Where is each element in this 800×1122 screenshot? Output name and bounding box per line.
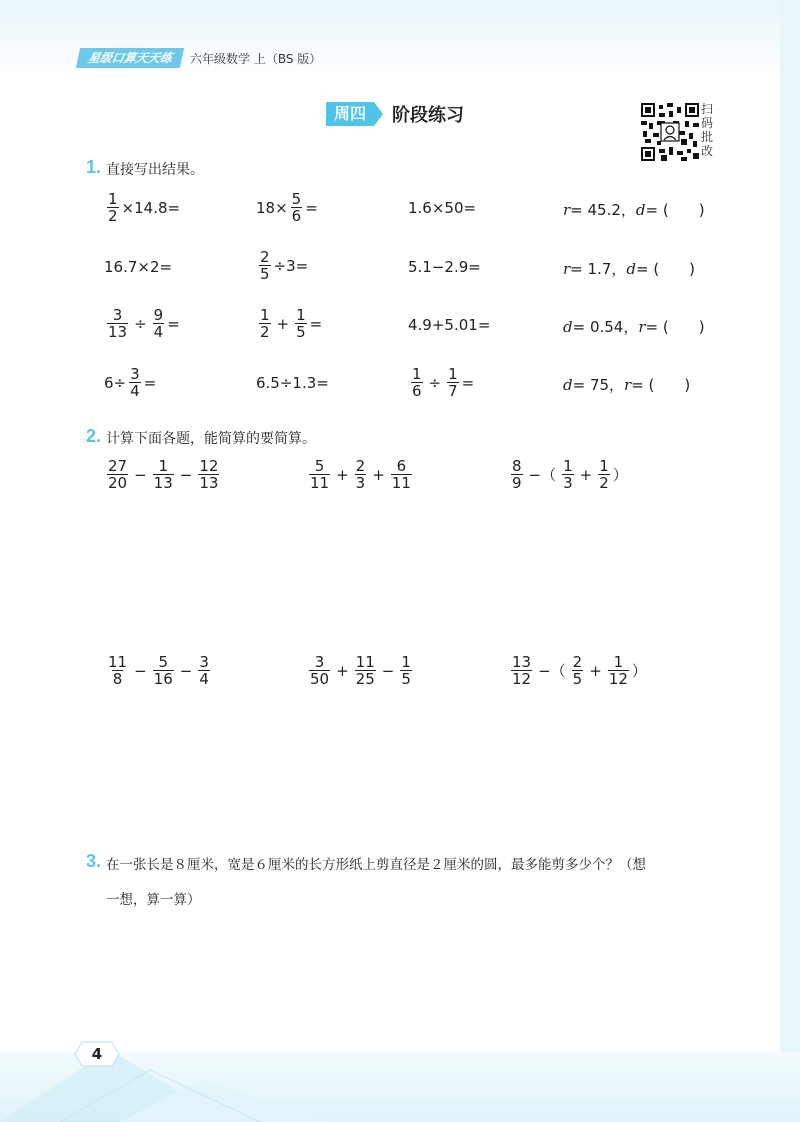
fraction: $\frac{11}{25}$: [355, 653, 375, 688]
q1-item-6: $\frac{2}{5}$ ÷3=: [260, 248, 309, 283]
q2-item-3: $\frac{8}{9}$ −（ $\frac{1}{3}$ + $\frac{1}{2}$ ）: [512, 457, 628, 492]
q1-item-9: $\frac{3}{13}$ ÷ $\frac{9}{4}$ =: [108, 306, 180, 341]
question-3-number: 3.: [86, 851, 102, 871]
fraction: $\frac{2}{5}$: [572, 653, 583, 688]
q2-item-5: $\frac{3}{50}$ + $\frac{11}{25}$ − $\frac{1}{5}$: [310, 653, 411, 688]
q1-item-1: $\frac{1}{2}$ ×14.8=: [108, 190, 181, 225]
fraction: $\frac{1}{6}$: [412, 365, 422, 400]
fraction: $\frac{1}{12}$: [608, 653, 628, 688]
fraction: $\frac{27}{20}$: [108, 457, 128, 492]
q1-item-13: 6÷ $\frac{3}{4}$ =: [104, 365, 157, 400]
section-tag-arrow: [374, 102, 383, 126]
fraction: $\frac{2}{3}$: [355, 457, 366, 492]
fraction: $\frac{8}{9}$: [512, 457, 522, 492]
q1-item-5: 16.7×2=: [104, 258, 173, 276]
right-edge-strip: [780, 0, 800, 1122]
section-day-tag: 周四: [326, 102, 374, 126]
q2-item-6: $\frac{13}{12}$ −（ $\frac{2}{5}$ + $\frac{1}{12}$ ）: [512, 653, 647, 688]
fraction: $\frac{3}{4}$: [130, 365, 140, 400]
fraction: $\frac{1}{2}$: [108, 190, 118, 225]
fraction: $\frac{1}{5}$: [401, 653, 411, 688]
question-2-prompt: 计算下面各题，能简算的要简算。: [106, 431, 316, 447]
q2-item-1: $\frac{27}{20}$ − $\frac{1}{13}$ − $\frac{12}{13}$: [108, 457, 219, 492]
fraction: $\frac{1}{2}$: [260, 306, 270, 341]
fraction: $\frac{9}{4}$: [153, 306, 164, 341]
q1-item-10: $\frac{1}{2}$ + $\frac{1}{5}$ =: [260, 306, 323, 341]
qr-code-icon[interactable]: [641, 103, 699, 161]
q1-item-7: 5.1−2.9=: [408, 258, 481, 276]
q1-item-4: r = 45.2， d = ( ): [563, 200, 705, 219]
book-title: 六年级数学 上（BS 版）: [190, 52, 322, 66]
series-tag: 星级口算天天练: [76, 48, 184, 68]
q1-item-3: 1.6×50=: [408, 199, 477, 217]
footer-decoration: [0, 1040, 800, 1122]
fraction: $\frac{6}{11}$: [391, 457, 411, 492]
q2-item-4: $\frac{11}{8}$ − $\frac{5}{16}$ − $\frac{3}{4}$: [108, 653, 209, 688]
page-number: 4: [91, 1045, 103, 1063]
q1-item-11: 4.9+5.01=: [408, 316, 491, 334]
question-1-number: 1.: [86, 157, 102, 177]
fraction: $\frac{1}{2}$: [599, 457, 609, 492]
fraction: $\frac{1}{7}$: [448, 365, 458, 400]
q1-item-16: d = 75， r = ( ): [563, 375, 691, 394]
q1-item-8: r = 1.7， d = ( ): [563, 259, 696, 278]
q1-item-15: $\frac{1}{6}$ ÷ $\frac{1}{7}$ =: [412, 365, 475, 400]
fraction: $\frac{11}{8}$: [108, 653, 128, 688]
fraction: $\frac{5}{6}$: [291, 190, 302, 225]
question-3-text-line-2: 一想，算一算）: [106, 892, 201, 908]
fraction: $\frac{3}{4}$: [199, 653, 209, 688]
fraction: $\frac{1}{5}$: [296, 306, 306, 341]
q1-item-2: 18× $\frac{5}{6}$ =: [256, 190, 318, 225]
fraction: $\frac{2}{5}$: [260, 248, 270, 283]
q1-item-14: 6.5÷1.3=: [256, 374, 329, 392]
fraction: $\frac{3}{13}$: [108, 306, 128, 341]
fraction: $\frac{1}{3}$: [563, 457, 573, 492]
question-1-prompt: 直接写出结果。: [106, 162, 204, 178]
q2-item-2: $\frac{5}{11}$ + $\frac{2}{3}$ + $\frac{6}{11}$: [310, 457, 411, 492]
qr-label: 扫码批改: [701, 102, 714, 158]
fraction: $\frac{1}{13}$: [153, 457, 173, 492]
q1-item-12: d = 0.54， r = ( ): [563, 317, 705, 336]
fraction: $\frac{3}{50}$: [310, 653, 330, 688]
fraction: $\frac{13}{12}$: [512, 653, 532, 688]
fraction: $\frac{12}{13}$: [199, 457, 219, 492]
fraction: $\frac{5}{11}$: [310, 457, 330, 492]
section-title: 阶段练习: [392, 105, 464, 126]
fraction: $\frac{5}{16}$: [153, 653, 173, 688]
question-2-number: 2.: [86, 426, 102, 446]
question-3-text-line-1: 在一张长是８厘米，宽是６厘米的长方形纸上剪直径是２厘米的圆，最多能剪多少个？（想: [106, 857, 646, 873]
